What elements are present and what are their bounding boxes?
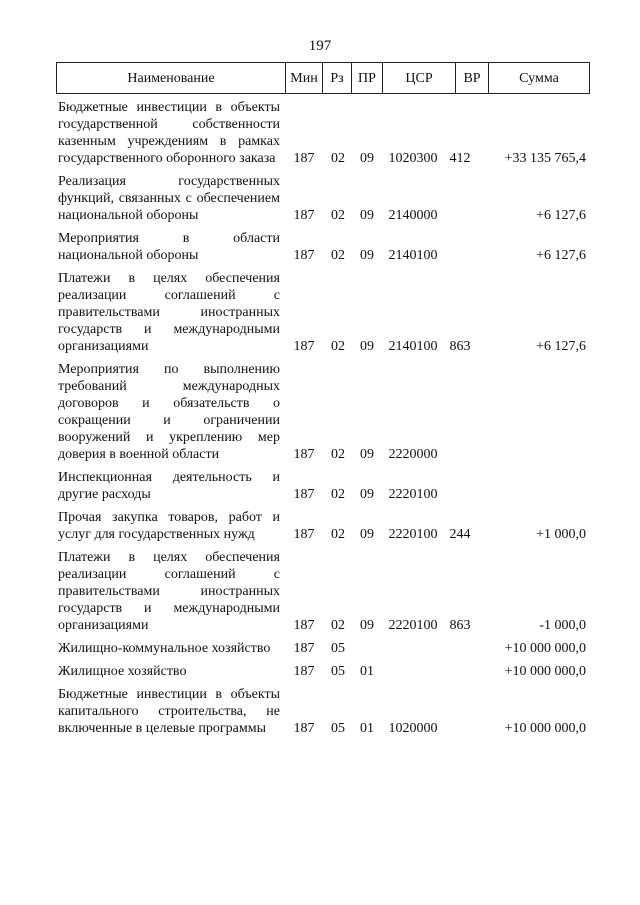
row-sum: -1 000,0: [539, 618, 586, 633]
row-csr: 2220100: [388, 527, 438, 542]
row-sum: +6 127,6: [536, 248, 586, 263]
row-min: 187: [293, 151, 315, 166]
row-csr: 2220000: [388, 447, 438, 462]
row-rz: 02: [331, 151, 345, 166]
row-pr: 09: [360, 151, 374, 166]
row-min: 187: [293, 664, 315, 679]
row-rz: 02: [331, 339, 345, 354]
table-row: [56, 469, 590, 503]
row-pr: 09: [360, 487, 374, 502]
row-csr: 2220100: [388, 487, 438, 502]
row-name: Платежи в целях обеспечения реализации соглашений с правительствами иностранных государств и международными организациями: [58, 550, 280, 633]
row-rz: 02: [331, 248, 345, 263]
row-name: Мероприятия по выполнению требований международных договоров и обязательств о сокращении и ограничении вооружений и укреплению мер доверия в военной области: [58, 362, 280, 462]
row-rz: 05: [331, 664, 345, 679]
header-rz: Рз: [322, 63, 351, 93]
row-rz: 05: [331, 721, 345, 736]
row-name: Бюджетные инвестиции в объекты капитального строительства, не включенные в целевые программы: [58, 687, 280, 736]
table-row: [56, 549, 590, 634]
row-vr: 412: [449, 151, 471, 166]
row-pr: 09: [360, 339, 374, 354]
row-pr: 09: [360, 248, 374, 263]
row-name: Жилищно-коммунальное хозяйство: [58, 641, 271, 656]
row-rz: 02: [331, 487, 345, 502]
row-min: 187: [293, 721, 315, 736]
row-pr: 01: [360, 664, 374, 679]
row-name: Прочая закупка товаров, работ и услуг для государственных нужд: [58, 510, 280, 542]
row-name: Реализация государственных функций, связанных с обеспечением национальной обороны: [58, 174, 280, 223]
row-rz: 05: [331, 641, 345, 656]
row-sum: +6 127,6: [536, 208, 586, 223]
row-name: Инспекционная деятельность и другие расходы: [58, 470, 280, 502]
row-csr: 2220100: [388, 618, 438, 633]
row-vr: 244: [449, 527, 471, 542]
table-header: [56, 62, 590, 94]
table-row: [56, 509, 590, 543]
table-row: [56, 99, 590, 167]
row-pr: 09: [360, 618, 374, 633]
row-min: 187: [293, 248, 315, 263]
row-rz: 02: [331, 208, 345, 223]
table-row: [56, 270, 590, 355]
header-pr: ПР: [351, 63, 382, 93]
table-row: [56, 361, 590, 463]
row-csr: 1020300: [388, 151, 438, 166]
row-pr: 01: [360, 721, 374, 736]
row-min: 187: [293, 339, 315, 354]
table-row: [56, 173, 590, 224]
row-sum: +6 127,6: [536, 339, 586, 354]
table-row: [56, 230, 590, 264]
row-name: Бюджетные инвестиции в объекты государственной собственности казенным учреждениям в рамках государственного оборонного заказа: [58, 100, 280, 166]
row-name: Платежи в целях обеспечения реализации соглашений с правительствами иностранных государств и международными организациями: [58, 271, 280, 354]
row-vr: 863: [449, 618, 471, 633]
row-min: 187: [293, 618, 315, 633]
table-row: [56, 686, 590, 737]
row-name: Мероприятия в области национальной обороны: [58, 231, 280, 263]
row-vr: 863: [449, 339, 471, 354]
row-pr: 09: [360, 527, 374, 542]
row-name: Жилищное хозяйство: [58, 664, 187, 679]
row-csr: 2140100: [388, 248, 438, 263]
row-min: 187: [293, 527, 315, 542]
row-csr: 2140000: [388, 208, 438, 223]
table-row: [56, 640, 590, 657]
header-min: Мин: [285, 63, 322, 93]
table-row: [56, 663, 590, 680]
row-rz: 02: [331, 447, 345, 462]
row-sum: +33 135 765,4: [504, 151, 586, 166]
page-number: 197: [308, 38, 332, 54]
row-pr: 09: [360, 447, 374, 462]
row-csr: 2140100: [388, 339, 438, 354]
row-pr: 09: [360, 208, 374, 223]
header-name: Наименование: [127, 70, 215, 86]
row-min: 187: [293, 208, 315, 223]
budget-table: [56, 62, 590, 743]
row-min: 187: [293, 447, 315, 462]
header-sum: Сумма: [488, 63, 589, 93]
header-csr: ЦСР: [382, 63, 455, 93]
header-vr: ВР: [455, 63, 488, 93]
row-rz: 02: [331, 527, 345, 542]
row-sum: +10 000 000,0: [504, 721, 586, 736]
row-sum: +10 000 000,0: [504, 664, 586, 679]
row-sum: +1 000,0: [536, 527, 586, 542]
row-rz: 02: [331, 618, 345, 633]
row-min: 187: [293, 641, 315, 656]
row-csr: 1020000: [388, 721, 438, 736]
row-min: 187: [293, 487, 315, 502]
row-sum: +10 000 000,0: [504, 641, 586, 656]
table-body: [56, 99, 590, 737]
